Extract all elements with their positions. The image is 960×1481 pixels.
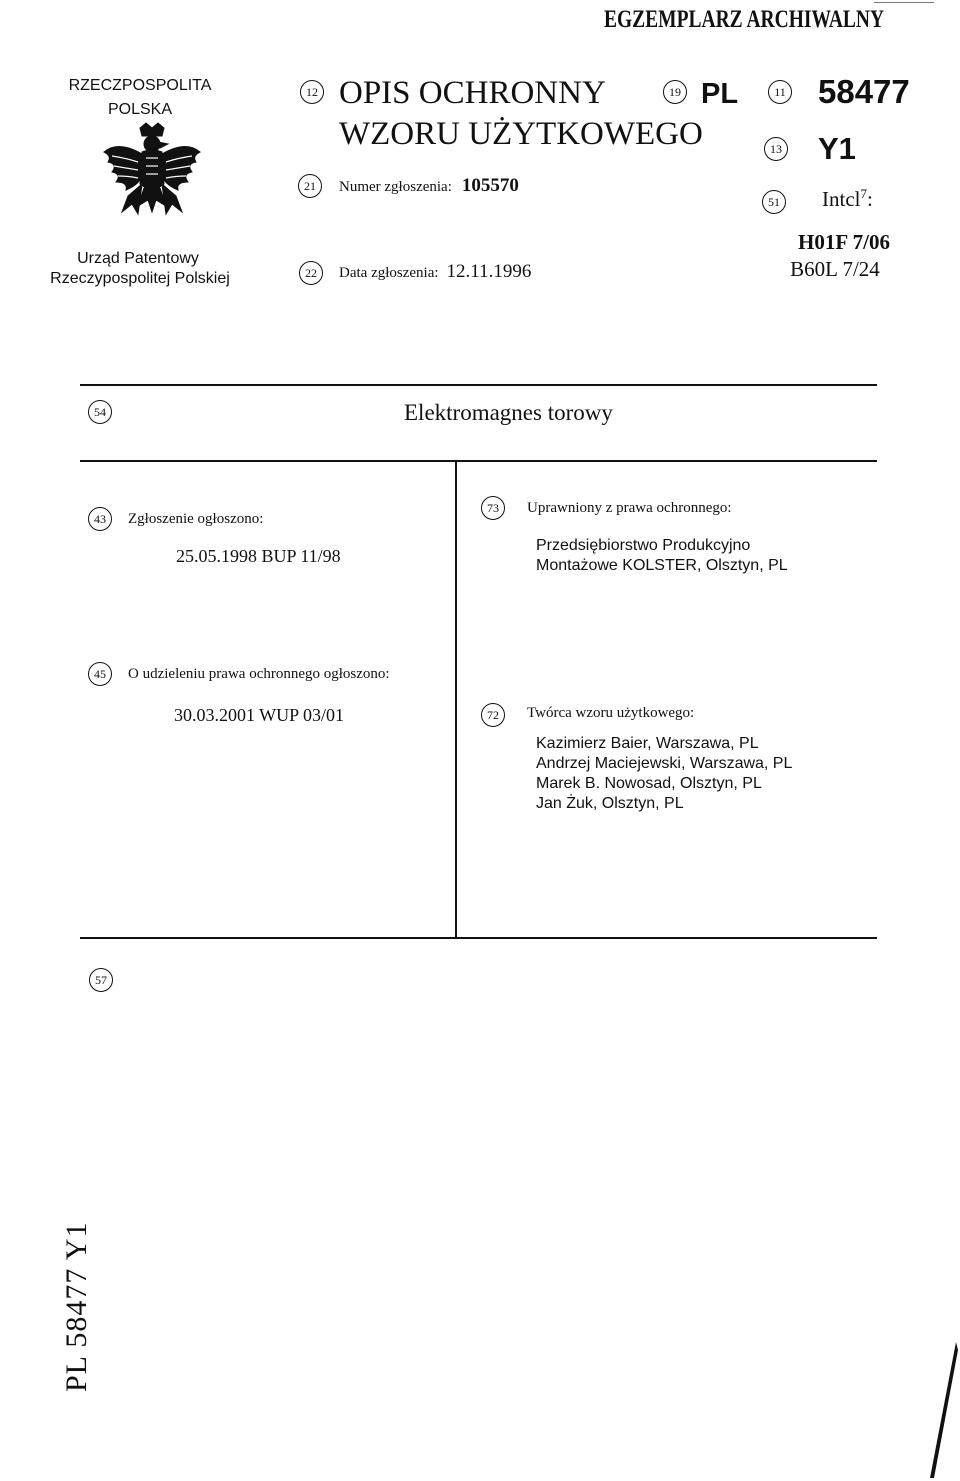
patent-office-name [40, 249, 280, 289]
office-line2: Rzeczypospolitej Polskiej [50, 270, 230, 287]
country-code: PL [701, 78, 739, 110]
creator-name: Andrzej Maciejewski, Warszawa, PL [536, 755, 793, 772]
country-line1: RZECZPOSPOLITA [68, 77, 212, 94]
rule-bottom [80, 937, 877, 939]
inid-code-11: 11 [768, 80, 792, 104]
intcl-edition: 7 [860, 186, 867, 201]
document-title-line1: OPIS OCHRONNY [339, 75, 606, 111]
inid-code-22: 22 [299, 261, 323, 285]
application-number-value: 105570 [461, 175, 519, 196]
creator-name: Kazimierz Baier, Warszawa, PL [536, 735, 759, 752]
document-title-line2: WZORU UŻYTKOWEGO [339, 116, 703, 152]
inid-code-19: 19 [663, 80, 687, 104]
filing-date-row [339, 261, 531, 283]
owner-line2: Montażowe KOLSTER, Olsztyn, PL [536, 557, 788, 574]
office-line1: Urząd Patentowy [77, 250, 199, 267]
publication-label: Zgłoszenie ogłoszono: [128, 511, 264, 527]
application-number-row [339, 175, 519, 197]
owner-line1: Przedsiębiorstwo Produkcyjno [536, 537, 751, 554]
inid-code-51: 51 [762, 190, 786, 214]
archive-stamp: EGZEMPLARZ ARCHIWALNY [604, 6, 885, 33]
inid-code-72: 72 [481, 703, 505, 727]
inid-code-43: 43 [88, 507, 112, 531]
polish-eagle-emblem [98, 122, 206, 226]
inid-code-13: 13 [764, 137, 788, 161]
grant-value: 30.03.2001 WUP 03/01 [174, 705, 345, 725]
intcl-text: Intcl [822, 187, 861, 211]
inid-code-45: 45 [88, 662, 112, 686]
creators-label: Twórca wzoru użytkowego: [527, 705, 695, 721]
publication-value: 25.05.1998 BUP 11/98 [176, 546, 341, 566]
inid-code-54: 54 [88, 400, 112, 424]
stamp-rule [874, 2, 934, 3]
owner-label: Uprawniony z prawa ochronnego: [527, 500, 732, 516]
application-number-label: Numer zgłoszenia: [339, 179, 452, 195]
inid-code-73: 73 [481, 496, 505, 520]
handwritten-stroke [920, 1340, 960, 1480]
inid-code-57: 57 [89, 968, 113, 992]
creators-list [536, 734, 792, 814]
inid-code-12: 12 [300, 80, 324, 104]
rule-title-bottom [80, 460, 877, 462]
creator-name: Marek B. Nowosad, Olsztyn, PL [536, 775, 762, 792]
column-divider [455, 461, 457, 937]
grant-label: O udzieleniu prawa ochronnego ogłoszono: [128, 666, 390, 682]
filing-date-label: Data zgłoszenia: [339, 265, 439, 281]
document-kind: Y1 [818, 131, 856, 166]
classification-primary: H01F 7/06 [798, 230, 890, 254]
owner-name [536, 536, 788, 576]
intcl-label [822, 186, 873, 212]
side-document-label: PL 58477 Y1 [60, 1221, 93, 1392]
inid-code-21: 21 [298, 174, 322, 198]
classification-secondary: B60L 7/24 [790, 257, 880, 281]
rule-top [80, 384, 877, 386]
filing-date-value: 12.11.1996 [446, 261, 532, 282]
creator-name: Jan Żuk, Olsztyn, PL [536, 795, 684, 812]
utility-model-title: Elektromagnes torowy [404, 400, 613, 425]
intcl-colon: : [866, 187, 873, 211]
country-line2: POLSKA [107, 101, 173, 118]
publication-number: 58477 [818, 73, 910, 110]
country-name [40, 74, 240, 122]
